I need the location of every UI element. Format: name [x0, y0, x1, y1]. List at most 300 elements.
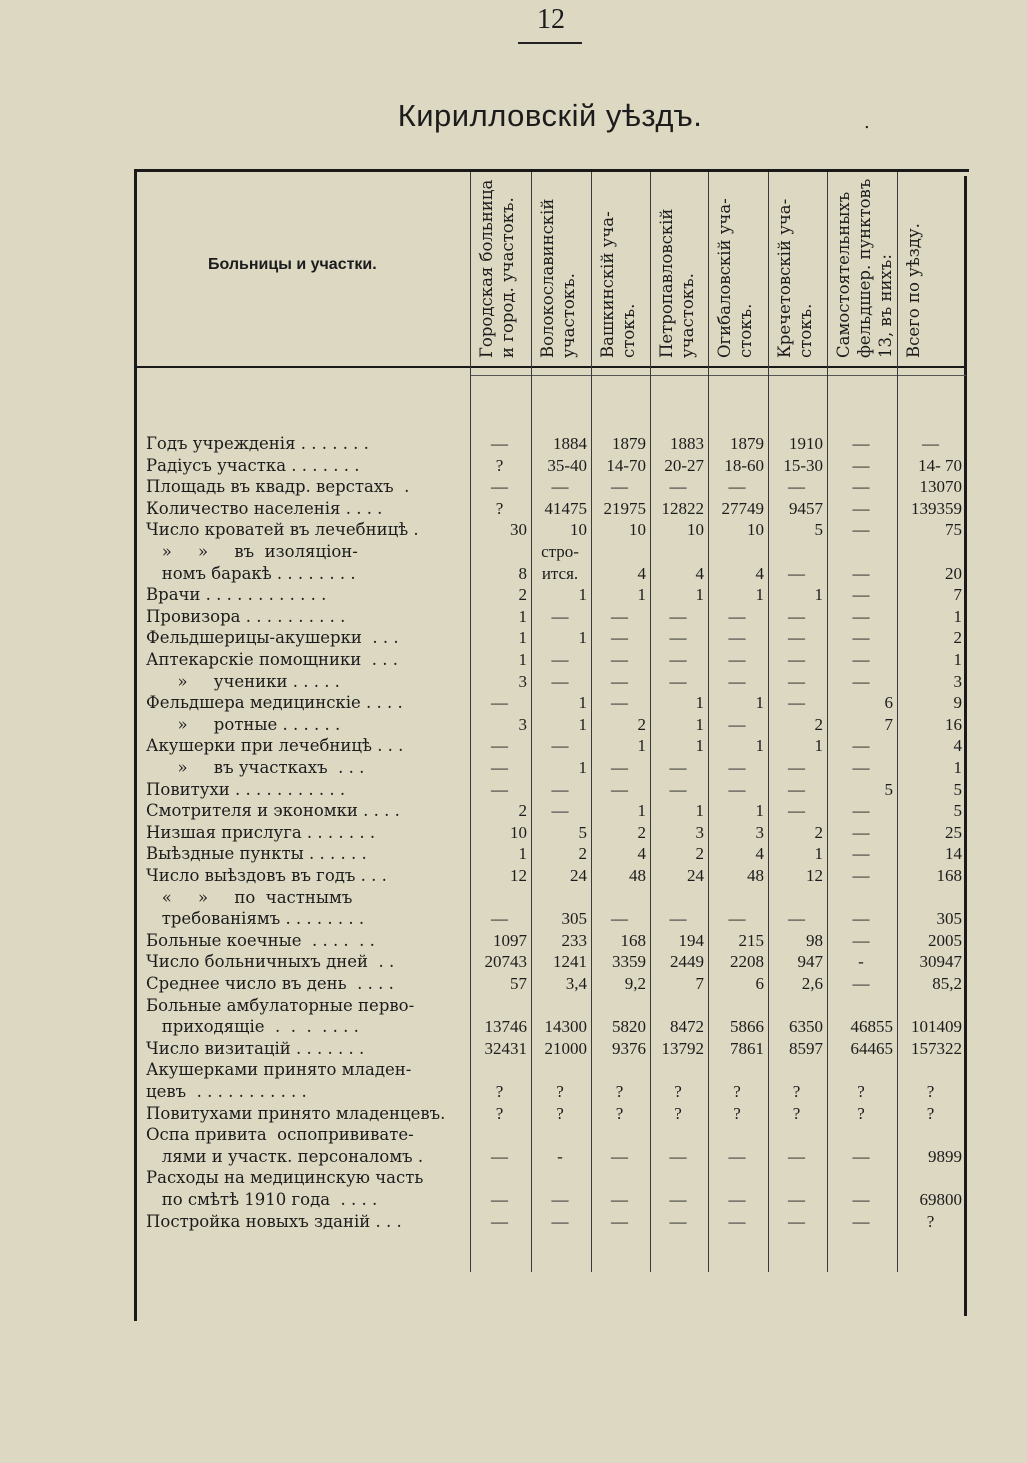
table-cell: 1097 — [493, 930, 527, 950]
table-cell: — — [669, 758, 687, 777]
table-cell: — — [551, 650, 569, 669]
table-row — [146, 541, 968, 563]
table-cell: ? — [495, 1103, 504, 1123]
table-row — [146, 1038, 968, 1060]
table-row — [146, 649, 968, 671]
table-cell: — — [728, 779, 746, 799]
table-cell: 98 — [806, 930, 823, 950]
table-cell: 2208 — [730, 952, 764, 972]
table-cell: 168 — [936, 866, 962, 885]
table-cell: — — [491, 1211, 508, 1231]
table-cell: — — [788, 693, 805, 713]
table-cell: 5820 — [612, 1017, 646, 1037]
page-title: Кирилловскій уѣздъ. — [397, 98, 703, 133]
table-cell: 1 — [637, 736, 646, 756]
table-cell: 1 — [578, 693, 587, 713]
table-cell: — — [669, 650, 687, 669]
table-cell: — — [491, 477, 508, 497]
table-cell: ? — [792, 1082, 801, 1101]
table-cell: 1 — [814, 844, 823, 864]
table-row — [146, 843, 968, 865]
table-cell: — — [611, 779, 628, 799]
table-cell: — — [852, 498, 870, 518]
table-cell: — — [551, 606, 569, 626]
table-cell: 48 — [747, 866, 764, 885]
table-cell: 13792 — [661, 1038, 704, 1058]
table-cell: 7 — [953, 585, 962, 605]
table-cell: — — [852, 844, 870, 864]
table-cell: 27749 — [721, 498, 764, 518]
table-cell: 8597 — [789, 1038, 823, 1058]
table-row — [146, 757, 968, 779]
row-label: » въ участкахъ . . . — [146, 758, 365, 777]
table-cell: ? — [733, 1103, 741, 1123]
table-row — [146, 800, 968, 822]
row-label: Провизора . . . . . . . . . . — [146, 606, 346, 626]
row-label: Радіусъ участка . . . . . . . — [146, 455, 360, 475]
table-cell: 46855 — [850, 1017, 893, 1037]
table-cell: 1883 — [670, 434, 704, 453]
table-cell: 1 — [755, 736, 764, 756]
table-cell: 3 — [755, 822, 764, 842]
table-cell: 6350 — [789, 1017, 823, 1037]
column-header — [537, 176, 591, 366]
table-cell: — — [491, 1146, 508, 1166]
table-cell: 2,6 — [801, 974, 823, 993]
table-cell: — — [788, 628, 805, 648]
table-cell: 5 — [578, 822, 587, 842]
table-cell: ? — [495, 498, 504, 518]
header-rule — [137, 366, 966, 368]
table-cell: — — [852, 520, 870, 540]
table-cell: — — [788, 563, 805, 583]
table-row — [146, 519, 968, 541]
table-cell: 1 — [695, 736, 704, 756]
table-cell: 3359 — [612, 952, 646, 972]
column-header-label: Вашкинскій уча- стокъ. — [598, 211, 638, 358]
table-cell: — — [852, 606, 870, 626]
table-cell: — — [852, 1146, 870, 1166]
row-label: » ротные . . . . . . — [146, 714, 341, 734]
table-cell: ? — [926, 1082, 935, 1101]
table-cell: 24 — [570, 866, 587, 885]
table-cell: 12 — [510, 866, 527, 885]
table-cell: 2 — [953, 628, 962, 648]
table-cell: — — [611, 671, 628, 691]
table-cell: — — [788, 909, 805, 929]
table-cell: 1 — [695, 585, 704, 605]
row-label: Выѣздные пункты . . . . . . — [146, 844, 367, 864]
table-cell: 168 — [620, 930, 646, 950]
table-cell: — — [551, 801, 569, 821]
row-label: требованіямъ . . . . . . . . — [146, 909, 365, 929]
table-cell: — — [669, 606, 687, 626]
table-cell: — — [852, 455, 870, 475]
table-cell: - — [557, 1146, 563, 1166]
table-cell: 4 — [637, 563, 646, 583]
table-cell: — — [788, 606, 805, 626]
table-cell: 3,4 — [565, 974, 587, 993]
row-label: Аптекарскіе помощники . . . — [146, 650, 398, 669]
table-cell: 9,2 — [624, 974, 646, 993]
table-cell: 2449 — [670, 952, 704, 972]
table-cell: 215 — [738, 930, 764, 950]
table-cell: — — [728, 1146, 746, 1166]
table-cell: ? — [792, 1103, 801, 1123]
row-label: Больные коечные . . . . . . — [146, 930, 375, 950]
table-cell: 69800 — [919, 1190, 962, 1209]
table-row — [146, 1124, 968, 1146]
table-cell: — — [491, 693, 508, 713]
table-row — [146, 476, 968, 498]
table-cell: ? — [926, 1211, 935, 1231]
table-cell: 1 — [953, 758, 962, 777]
table-cell: 1 — [518, 606, 527, 626]
table-cell: ? — [495, 455, 504, 475]
table-cell: — — [728, 1211, 746, 1231]
table-cell: — — [551, 736, 569, 756]
row-label: Низшая прислуга . . . . . . . — [146, 822, 376, 842]
table-cell: 2 — [695, 844, 704, 864]
table-cell: 5866 — [730, 1017, 764, 1037]
row-label: Оспа привита оспопрививате- — [146, 1125, 414, 1145]
table-cell: — — [611, 1146, 628, 1166]
table-cell: 2 — [814, 714, 823, 734]
table-cell: 14-70 — [606, 455, 646, 475]
table-cell: — — [728, 477, 746, 497]
table-cell: — — [728, 758, 746, 777]
table-cell: 12822 — [661, 498, 704, 518]
table-cell: 2 — [814, 822, 823, 842]
table-cell: — — [551, 1211, 569, 1231]
table-cell: — — [852, 822, 870, 842]
table-cell: ? — [615, 1103, 624, 1123]
table-cell: ? — [857, 1082, 865, 1101]
table-row — [146, 671, 968, 693]
table-cell: — — [852, 866, 870, 885]
table-cell: 2 — [637, 714, 646, 734]
table-cell: 3 — [695, 822, 704, 842]
table-cell: — — [669, 1190, 687, 1209]
table-cell: — — [788, 477, 805, 497]
table-cell: 305 — [561, 909, 587, 929]
table-row — [146, 1146, 968, 1168]
column-header — [656, 176, 708, 366]
table-cell: — — [611, 477, 628, 497]
table-cell: 35-40 — [547, 455, 587, 475]
table-row — [146, 779, 968, 801]
table-cell: — — [611, 606, 628, 626]
row-label: по смѣтѣ 1910 года . . . . — [146, 1190, 378, 1209]
table-cell: — — [852, 1211, 870, 1231]
table-cell: 9457 — [789, 498, 823, 518]
table-row — [146, 584, 968, 606]
table-cell: 2 — [518, 585, 527, 605]
table-cell: 7 — [695, 974, 704, 993]
table-cell: 18-60 — [724, 455, 764, 475]
table-cell: — — [852, 671, 870, 691]
table-cell: ? — [857, 1103, 865, 1123]
table-cell: 4 — [755, 844, 764, 864]
table-cell: 4 — [637, 844, 646, 864]
table-cell: ? — [556, 1082, 564, 1101]
table-cell: — — [491, 736, 508, 756]
table-row — [146, 627, 968, 649]
table-cell: 3 — [518, 671, 527, 691]
table-cell: 14 — [945, 844, 962, 864]
table-cell: 1 — [578, 628, 587, 648]
table-cell: 1 — [953, 650, 962, 669]
table-cell: 1 — [814, 736, 823, 756]
column-header-label: Петропавловскій участокъ. — [657, 208, 697, 358]
table-cell: — — [852, 477, 870, 497]
table-cell: — — [669, 671, 687, 691]
table-cell: — — [611, 758, 628, 777]
table-row — [146, 951, 968, 973]
row-label: Больные амбулаторные перво- — [146, 995, 415, 1015]
row-label: Акушерки при лечебницѣ . . . — [146, 736, 404, 756]
table-row — [146, 1016, 968, 1038]
row-label: номъ баракѣ . . . . . . . . — [146, 563, 356, 583]
table-row — [146, 714, 968, 736]
row-label: Смотрителя и экономки . . . . — [146, 801, 400, 821]
table-cell: 1879 — [730, 434, 764, 453]
table-cell: - — [858, 952, 864, 972]
table-cell: — — [669, 909, 687, 929]
table-cell: 20-27 — [664, 455, 704, 475]
table-cell: — — [788, 650, 805, 669]
table-cell: — — [788, 671, 805, 691]
table-cell: — — [788, 1211, 805, 1231]
table-cell: — — [611, 909, 628, 929]
table-cell: 233 — [561, 930, 587, 950]
table-cell: 1 — [518, 628, 527, 648]
table-cell: 2 — [518, 801, 527, 821]
table-cell: 5 — [953, 801, 962, 821]
column-header — [476, 176, 531, 366]
table-cell: — — [669, 628, 687, 648]
table-row — [146, 822, 968, 844]
table-cell: — — [551, 1190, 569, 1209]
row-label: Фельдшера медицинскіе . . . . — [146, 693, 403, 713]
table-cell: ится. — [541, 563, 579, 583]
table-cell: — — [728, 671, 746, 691]
table-cell: ? — [495, 1082, 504, 1101]
table-row — [146, 973, 968, 995]
table-cell: — — [852, 628, 870, 648]
column-header — [833, 176, 897, 366]
table-cell: — — [852, 974, 870, 993]
table-cell: — — [551, 477, 569, 497]
table-cell: 10 — [687, 520, 704, 540]
table-cell: — — [788, 758, 805, 777]
table-cell: — — [669, 477, 687, 497]
table-cell: — — [788, 801, 805, 821]
table-cell: — — [611, 628, 628, 648]
row-label: приходящіе . . . . . . . — [146, 1017, 359, 1037]
table-cell: 32431 — [484, 1038, 527, 1058]
table-cell: — — [852, 801, 870, 821]
table-cell: — — [728, 909, 746, 929]
column-header-label: Всего по уѣзду. — [904, 223, 923, 358]
table-row — [146, 1059, 968, 1081]
table-cell: — — [491, 1190, 508, 1209]
row-label: Повитухами принято младенцевъ. — [146, 1103, 446, 1123]
table-cell: 1 — [695, 801, 704, 821]
table-cell: ? — [674, 1103, 682, 1123]
table-row — [146, 692, 968, 714]
table-row — [146, 735, 968, 757]
table-row — [146, 1081, 968, 1103]
column-header-label: Огибаловскій уча- стокъ. — [715, 198, 755, 358]
table-cell: 57 — [510, 974, 527, 993]
table-cell: — — [852, 1190, 870, 1209]
table-cell: 9 — [953, 693, 962, 713]
table-cell: — — [728, 628, 746, 648]
table-cell: 1 — [578, 585, 587, 605]
table-row — [146, 563, 968, 585]
row-label: Число больничныхъ дней . . — [146, 952, 395, 972]
table-cell: 3 — [518, 714, 527, 734]
table-cell: 8 — [518, 563, 527, 583]
table-cell: — — [728, 714, 746, 734]
table-cell: — — [852, 434, 870, 453]
table-cell: — — [728, 650, 746, 669]
row-label: Акушерками принято младен- — [146, 1060, 412, 1080]
table-cell: 101409 — [911, 1017, 962, 1037]
table-cell: 5 — [953, 779, 962, 799]
table-cell: 41475 — [544, 498, 587, 518]
table-cell: 15-30 — [783, 455, 823, 475]
table-cell: 64465 — [850, 1038, 893, 1058]
page-number: 12 — [537, 4, 565, 35]
table-cell: 4 — [695, 563, 704, 583]
row-label: Фельдшерицы-акушерки . . . — [146, 628, 399, 648]
table-cell: 9376 — [612, 1038, 646, 1058]
table-cell: 13746 — [484, 1017, 527, 1037]
table-cell: 9899 — [928, 1146, 962, 1166]
row-label: Расходы на медицинскую часть — [146, 1168, 424, 1188]
table-cell: 8472 — [670, 1017, 704, 1037]
table-cell: — — [611, 1190, 628, 1209]
row-label: Врачи . . . . . . . . . . . . — [146, 585, 327, 605]
table-cell: — — [852, 650, 870, 669]
table-cell: — — [728, 606, 746, 626]
table-cell: ? — [926, 1103, 935, 1123]
table-cell: — — [551, 671, 569, 691]
table-row — [146, 1103, 968, 1125]
table-cell: 139359 — [911, 498, 962, 518]
table-cell: — — [922, 434, 939, 453]
table-cell: 6 — [755, 974, 764, 993]
table-cell: 13070 — [919, 477, 962, 497]
row-label: Повитухи . . . . . . . . . . . — [146, 779, 346, 799]
table-cell: 305 — [936, 909, 962, 929]
row-label: » » въ изоляціон- — [146, 542, 358, 561]
column-header — [597, 176, 650, 366]
table-row — [146, 606, 968, 628]
row-label: » ученики . . . . . — [146, 671, 340, 691]
column-header — [774, 176, 827, 366]
table-cell: 10 — [747, 520, 764, 540]
table-cell: 20743 — [484, 952, 527, 972]
table-cell: 48 — [629, 866, 646, 885]
table-cell: — — [852, 585, 870, 605]
row-label: Число кроватей въ лечебницѣ . — [146, 520, 419, 540]
table-cell: 1 — [578, 758, 587, 777]
table-cell: 14300 — [544, 1017, 587, 1037]
table-row — [146, 1211, 968, 1233]
table-cell: 4 — [953, 736, 962, 756]
table-cell: 21000 — [544, 1038, 587, 1058]
table-cell: стро- — [541, 542, 579, 561]
table-row — [146, 498, 968, 520]
table-row — [146, 433, 968, 455]
table-cell: 1 — [518, 844, 527, 864]
table-cell: 1 — [814, 585, 823, 605]
table-cell: 2 — [578, 844, 587, 864]
table-cell: 1884 — [553, 434, 587, 453]
table-cell: 30947 — [919, 952, 962, 972]
table-cell: 14- 70 — [918, 455, 962, 475]
table-cell: ? — [615, 1082, 624, 1101]
table-cell: — — [611, 650, 628, 669]
table-cell: — — [669, 779, 687, 799]
table-cell: 1241 — [553, 952, 587, 972]
table-cell: ? — [556, 1103, 564, 1123]
table-cell: 6 — [884, 693, 893, 713]
row-label: лями и участк. персоналомъ . — [146, 1146, 424, 1166]
row-label: « » по частнымъ — [146, 887, 353, 907]
row-label: цевъ . . . . . . . . . . . — [146, 1082, 307, 1101]
page-number-rule — [518, 42, 582, 44]
table-cell: 7 — [884, 714, 893, 734]
row-label: Постройка новыхъ зданій . . . — [146, 1211, 402, 1231]
table-cell: 7861 — [730, 1038, 764, 1058]
title-mark: . — [864, 112, 870, 133]
corner-header: Больницы и участки. — [208, 256, 377, 273]
column-header-label: Самостоятельныхъ фельдшер. пунктовъ 13, въ нихъ: — [834, 178, 895, 358]
table-cell: 1 — [755, 585, 764, 605]
table-cell: 1 — [637, 585, 646, 605]
table-cell: 1 — [518, 650, 527, 669]
table-cell: — — [491, 909, 508, 929]
column-header-label: Кречетовскій уча- стокъ. — [775, 198, 815, 358]
table-cell: ? — [674, 1082, 682, 1101]
table-row — [146, 455, 968, 477]
row-label: Площадь въ квадр. верстахъ . — [146, 477, 410, 497]
table-cell: 30 — [510, 520, 527, 540]
table-cell: 3 — [953, 671, 962, 691]
table-cell: — — [852, 758, 870, 777]
table-row — [146, 995, 968, 1017]
table-cell: 1 — [578, 714, 587, 734]
table-cell: — — [669, 1211, 687, 1231]
table-cell: 1 — [695, 714, 704, 734]
table-cell: — — [491, 434, 508, 453]
table-cell: — — [788, 779, 805, 799]
table-cell: — — [728, 1190, 746, 1209]
row-label: Число выѣздовъ въ годъ . . . — [146, 866, 387, 885]
table-cell: — — [491, 779, 508, 799]
table-cell: 2 — [637, 822, 646, 842]
table-cell: — — [852, 736, 870, 756]
table-cell: — — [551, 779, 569, 799]
column-header-label: Городская больница и город. участокъ. — [477, 179, 517, 358]
table-cell: 10 — [510, 822, 527, 842]
column-header-label: Волокославинскій участокъ. — [538, 198, 578, 358]
table-row — [146, 1189, 968, 1211]
